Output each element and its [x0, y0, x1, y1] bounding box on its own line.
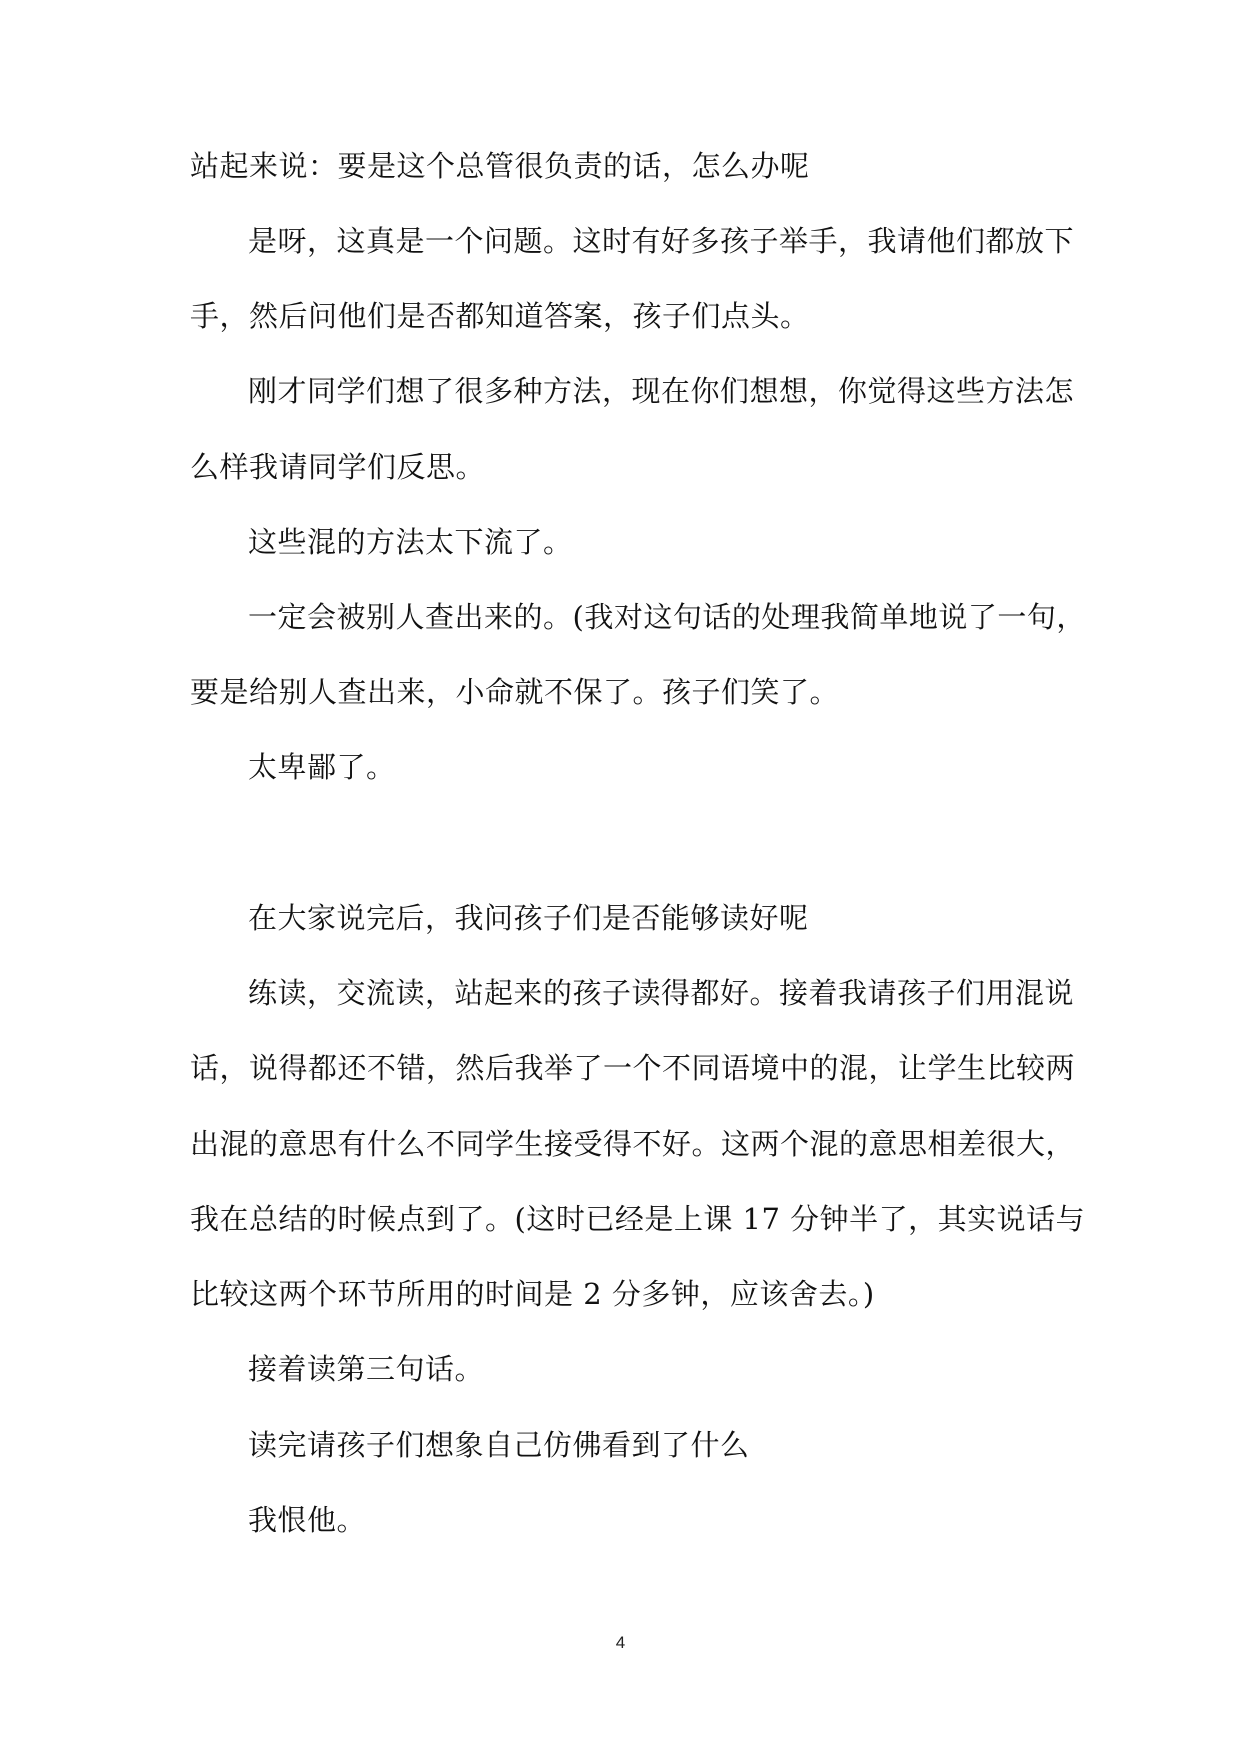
- paragraph-line: 练读，交流读，站起来的孩子读得都好。接着我请孩子们用混说: [248, 976, 1075, 1010]
- paragraph-line: 我恨他。: [248, 1503, 367, 1537]
- paragraph-line: 我在总结的时候点到了。(这时已经是上课 17 分钟半了，其实说话与: [190, 1202, 1086, 1236]
- paragraph-line: 太卑鄙了。: [248, 750, 396, 784]
- paragraph-line: 要是给别人查出来，小命就不保了。孩子们笑了。: [190, 675, 840, 709]
- page-number: 4: [615, 1633, 626, 1652]
- paragraph-line: 比较这两个环节所用的时间是 2 分多钟，应该舍去。): [190, 1277, 875, 1311]
- paragraph-line: 刚才同学们想了很多种方法，现在你们想想，你觉得这些方法怎: [248, 374, 1075, 408]
- paragraph-line: 出混的意思有什么不同学生接受得不好。这两个混的意思相差很大，: [190, 1127, 1076, 1161]
- paragraph-line: 一定会被别人查出来的。(我对这句话的处理我简单地说了一句，: [248, 600, 1086, 634]
- paragraph-line: 在大家说完后，我问孩子们是否能够读好呢: [248, 901, 809, 935]
- paragraph-line: 话，说得都还不错，然后我举了一个不同语境中的混，让学生比较两: [190, 1051, 1076, 1085]
- paragraph-line: 接着读第三句话。: [248, 1352, 485, 1386]
- paragraph-line: 是呀，这真是一个问题。这时有好多孩子举手，我请他们都放下: [248, 224, 1075, 258]
- paragraph-line: 站起来说：要是这个总管很负责的话，怎么办呢: [190, 149, 810, 183]
- paragraph-line: 这些混的方法太下流了。: [248, 525, 573, 559]
- paragraph-line: 手，然后问他们是否都知道答案，孩子们点头。: [190, 299, 810, 333]
- paragraph-line: 读完请孩子们想象自己仿佛看到了什么: [248, 1428, 750, 1462]
- paragraph-line: 么样我请同学们反思。: [190, 450, 486, 484]
